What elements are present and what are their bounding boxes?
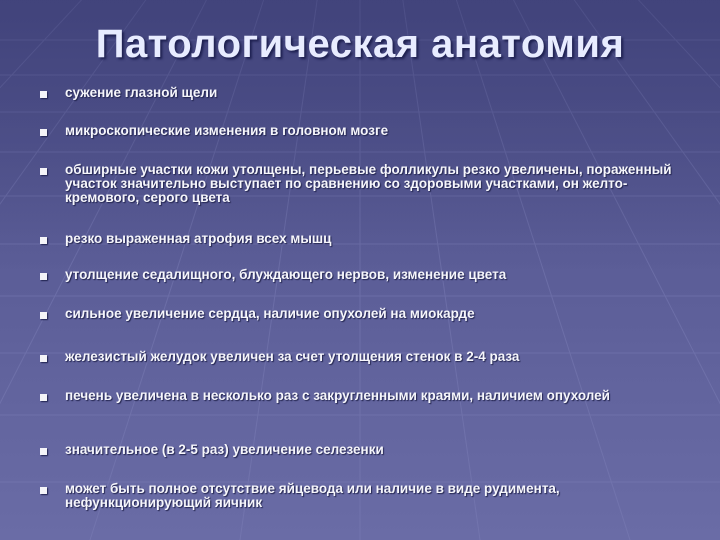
bullet-text: железистый желудок увеличен за счет утолщения стенок в 2-4 раза — [65, 349, 520, 364]
bullet-item — [40, 163, 700, 205]
square-bullet-icon — [40, 237, 47, 244]
square-bullet-icon — [40, 355, 47, 362]
bullet-text: обширные участки кожи утолщены, перьевые фолликулы резко увеличены, пораженный участок значительно выступает по сравнению со здоровыми участками, он желто-кремового, серого цвета — [65, 162, 672, 205]
bullet-text: может быть полное отсутствие яйцевода или наличие в виде рудимента, нефункционирующий яичник — [65, 481, 560, 510]
square-bullet-icon — [40, 448, 47, 455]
bullet-item — [40, 482, 700, 510]
square-bullet-icon — [40, 168, 47, 175]
bullet-item — [40, 232, 700, 246]
square-bullet-icon — [40, 487, 47, 494]
square-bullet-icon — [40, 312, 47, 319]
bullet-item — [40, 350, 700, 364]
bullet-item — [40, 389, 700, 403]
square-bullet-icon — [40, 273, 47, 280]
bullet-item — [40, 124, 700, 138]
bullet-text: печень увеличена в несколько раз с закругленными краями, наличием опухолей — [65, 388, 610, 403]
bullet-text: утолщение седалищного, блуждающего нервов, изменение цвета — [65, 267, 507, 282]
bullet-item — [40, 307, 700, 321]
square-bullet-icon — [40, 394, 47, 401]
square-bullet-icon — [40, 129, 47, 136]
slide-title: Патологическая анатомия — [95, 22, 625, 66]
bullet-item — [40, 86, 700, 100]
square-bullet-icon — [40, 91, 47, 98]
bullet-item — [40, 443, 700, 457]
bullet-text: сужение глазной щели — [65, 85, 218, 100]
bullet-text: сильное увеличение сердца, наличие опухолей на миокарде — [65, 306, 475, 321]
bullet-text: микроскопические изменения в головном мозге — [65, 123, 389, 138]
bullet-item — [40, 268, 700, 282]
bullet-text: значительное (в 2-5 раз) увеличение селезенки — [65, 442, 384, 457]
bullet-text: резко выраженная атрофия всех мышц — [65, 231, 332, 246]
